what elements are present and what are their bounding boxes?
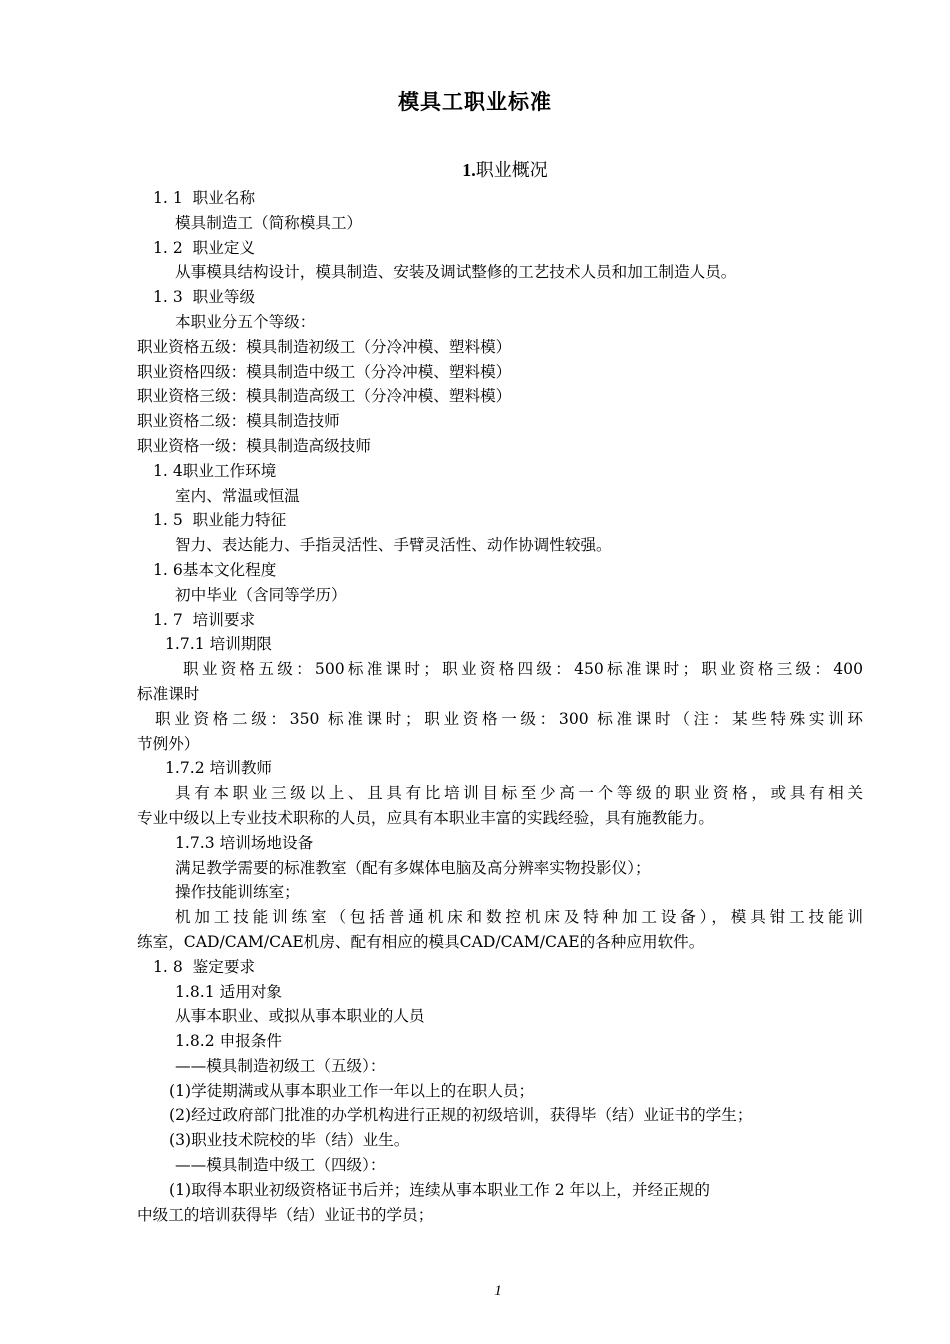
section-number: 1. <box>462 160 476 180</box>
heading-1-8-2: 1.8.2 申报条件 <box>175 1032 283 1051</box>
paragraph: 模具制造工（简称模具工） <box>175 213 363 232</box>
paragraph: 初中毕业（含同等学历） <box>175 585 347 604</box>
heading-1-4: 1. 4职业工作环境 <box>153 461 277 480</box>
section-heading <box>0 156 950 182</box>
level-line: 职业资格一级：模具制造高级技师 <box>137 436 371 455</box>
heading-1-2: 1. 2 职业定义 <box>153 238 256 257</box>
paragraph: 专业中级以上专业技术职称的人员，应具有本职业丰富的实践经验，具有施教能力。 <box>137 808 714 827</box>
heading-1-7-3: 1.7.3 培训场地设备 <box>175 833 314 852</box>
paragraph: 节例外） <box>137 734 200 753</box>
paragraph: 标准课时 <box>137 684 200 703</box>
paragraph: 练室，CAD/CAM/CAE机房、配有相应的模具CAD/CAM/CAE的各种应用软件。 <box>137 932 705 951</box>
paragraph: ——模具制造中级工（四级）： <box>175 1156 386 1175</box>
paragraph: 从事模具结构设计，模具制造、安装及调试整修的工艺技术人员和加工制造人员。 <box>175 263 737 282</box>
page-number: 1 <box>494 1283 502 1299</box>
heading-1-7-2: 1.7.2 培训教师 <box>165 759 273 778</box>
paragraph: 满足教学需要的标准教室（配有多媒体电脑及高分辨率实物投影仪）； <box>175 858 651 877</box>
heading-1-5: 1. 5 职业能力特征 <box>153 511 287 530</box>
level-line: 职业资格二级：模具制造技师 <box>137 412 340 431</box>
heading-1-3: 1. 3 职业等级 <box>153 288 256 307</box>
document-title: 模具工职业标准 <box>398 90 552 114</box>
level-line: 职业资格三级：模具制造高级工（分冷冲模、塑料模） <box>137 387 512 406</box>
paragraph: 具有本职业三级以上、且具有比培训目标至少高一个等级的职业资格，或具有相关 <box>175 784 863 803</box>
heading-1-8-1: 1.8.1 适用对象 <box>175 982 283 1001</box>
heading-1-7-1: 1.7.1 培训期限 <box>165 635 273 654</box>
level-line: 职业资格五级：模具制造初级工（分冷冲模、塑料模） <box>137 337 512 356</box>
paragraph: 从事本职业、或拟从事本职业的人员 <box>175 1007 425 1026</box>
section-title: 职业概况 <box>475 160 548 181</box>
paragraph: 本职业分五个等级： <box>175 312 316 331</box>
list-item: (1)取得本职业初级资格证书后并；连续从事本职业工作 2 年以上，并经正规的 <box>169 1180 710 1199</box>
paragraph: 操作技能训练室； <box>175 883 300 902</box>
paragraph: 智力、表达能力、手指灵活性、手臂灵活性、动作协调性较强。 <box>175 536 612 555</box>
document-body <box>137 186 863 1227</box>
list-item: (1)学徒期满或从事本职业工作一年以上的在职人员； <box>169 1081 535 1100</box>
heading-1-1: 1. 1 职业名称 <box>153 189 256 207</box>
paragraph: 机加工技能训练室（包括普通机床和数控机床及特种加工设备），模具钳工技能训 <box>175 908 863 927</box>
heading-1-7: 1. 7 培训要求 <box>153 610 256 629</box>
paragraph: 室内、常温或恒温 <box>175 486 300 505</box>
paragraph: ——模具制造初级工（五级）： <box>175 1056 386 1075</box>
paragraph: 职业资格二级：350 标准课时；职业资格一级：300 标准课时（注：某些特殊实训环 <box>155 709 863 728</box>
heading-1-6: 1. 6基本文化程度 <box>153 560 277 579</box>
list-item: (2)经过政府部门批准的办学机构进行正规的初级培训，获得毕（结）业证书的学生； <box>169 1106 753 1125</box>
list-item: (3)职业技术院校的毕（结）业生。 <box>169 1131 410 1150</box>
paragraph: 中级工的培训获得毕（结）业证书的学员； <box>137 1205 434 1224</box>
paragraph: 职业资格五级：500标准课时；职业资格四级：450标准课时；职业资格三级：400 <box>183 660 863 679</box>
level-line: 职业资格四级：模具制造中级工（分冷冲模、塑料模） <box>137 362 512 381</box>
heading-1-8: 1. 8 鉴定要求 <box>153 957 256 976</box>
